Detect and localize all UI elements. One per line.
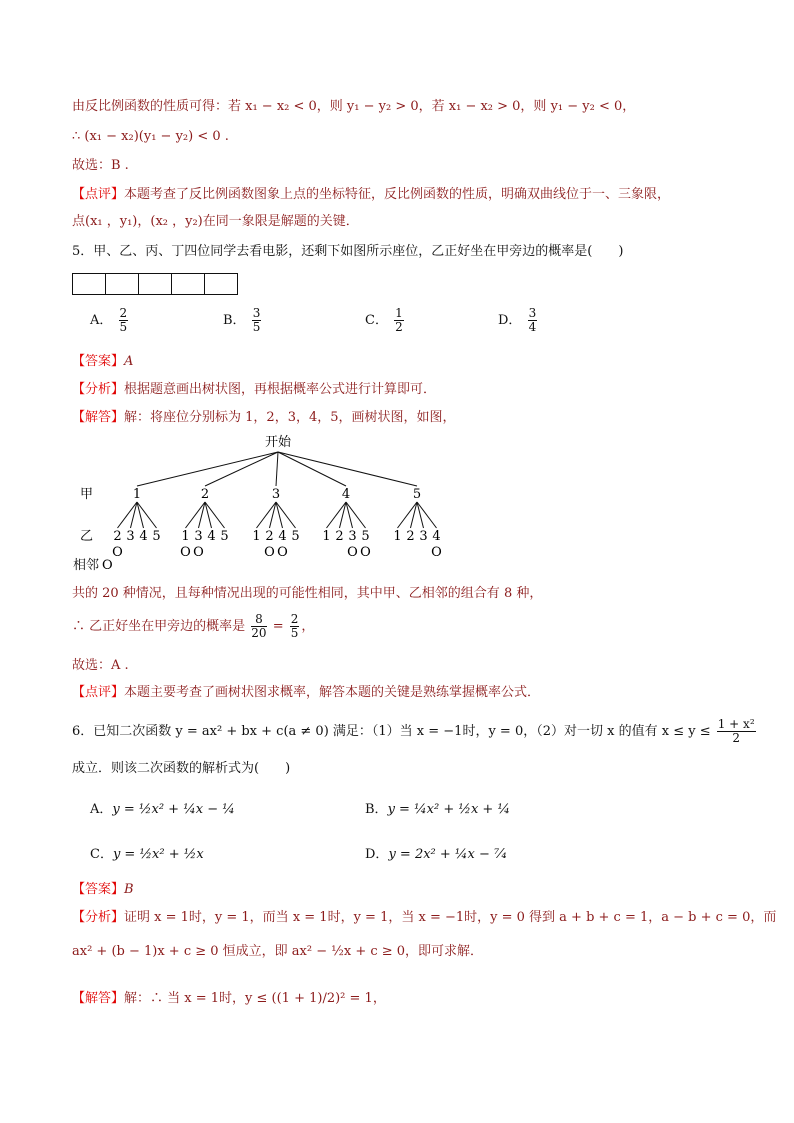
option-fraction: $\frac{1}{2}$ xyxy=(395,306,403,334)
tree-adjacent-marker: O xyxy=(431,545,442,560)
answer-tag: 【答案】 xyxy=(72,882,125,897)
solution-text: 解：将座位分别标为 1，2，3，4，5，画树状图，如图， xyxy=(124,410,456,425)
tree-node-first: 2 xyxy=(200,487,210,502)
tree-root: 开始 xyxy=(264,435,292,450)
tree-row-label-yi: 乙 xyxy=(80,529,94,544)
q5-choose: 故选：A . xyxy=(72,658,129,673)
option-fraction: $\frac{3}{4}$ xyxy=(528,306,537,334)
tree-node-second: 1 xyxy=(181,529,190,544)
seat xyxy=(138,273,172,295)
q5-solution xyxy=(72,409,456,427)
tree-diagram xyxy=(0,432,794,572)
tree-row-label-jia: 甲 xyxy=(80,487,94,502)
tree-node-first: 4 xyxy=(341,487,351,502)
solution-tag: 【解答】 xyxy=(72,410,125,425)
tree-adjacent-marker: O xyxy=(112,545,123,560)
q5-option-d[interactable] xyxy=(498,307,539,334)
q5-stem: 5．甲、乙、丙、丁四位同学去看电影，还剩下如图所示座位，乙正好坐在甲旁边的概率是( ) xyxy=(72,244,624,259)
tree-adjacent-mark: O xyxy=(102,558,113,572)
tree-node-second: 5 xyxy=(291,529,300,544)
tree-node-second: 1 xyxy=(393,529,402,544)
prob-equals: = xyxy=(272,619,284,634)
q6-stem-text: 6．已知二次函数 y = ax² + bx + c(a ≠ 0) 满足：（1）当 x = −1时，y = 0，（2）对一切 x 的值有 x ≤ y ≤ xyxy=(72,724,711,739)
tree-node-first: 3 xyxy=(271,487,281,502)
tree-node-second: 4 xyxy=(432,529,441,544)
option-label: B． xyxy=(223,313,246,328)
tree-node-second: 5 xyxy=(152,529,161,544)
answer-tag: 【答案】 xyxy=(72,354,125,369)
seat xyxy=(171,273,205,295)
tree-branch xyxy=(276,452,278,486)
q6-option-d[interactable]: D．y = 2x² + ¼x − ⁷⁄₄ xyxy=(365,847,507,862)
tree-node-second: 4 xyxy=(207,529,216,544)
analysis-tag: 【分析】 xyxy=(72,382,125,397)
tree-node-first: 5 xyxy=(412,487,422,502)
seat xyxy=(105,273,139,295)
option-fraction: $\frac{3}{5}$ xyxy=(252,306,261,334)
tree-adjacent-marker: O xyxy=(360,545,371,560)
comment-text: 本题主要考查了画树状图求概率，解答本题的关键是熟练掌握概率公式． xyxy=(124,685,541,700)
q5-comment xyxy=(72,684,540,702)
q6-answer xyxy=(72,881,134,899)
option-fraction: $\frac{2}{5}$ xyxy=(119,306,128,334)
tree-adjacent-marker: O xyxy=(264,545,275,560)
comment-tag: 【点评】 xyxy=(72,187,125,202)
seat xyxy=(72,273,106,295)
tree-adjacent-marker: O xyxy=(277,545,288,560)
prev-comment-2: 点(x₁ ，y₁)，(x₂ ，y₂)在同一象限是解题的关键． xyxy=(72,214,359,229)
option-label: C． xyxy=(365,313,388,328)
prev-line-1: 由反比例函数的性质可得：若 x₁ − x₂ < 0，则 y₁ − y₂ > 0，若 x₁ − x₂ > 0，则 y₁ − y₂ < 0， xyxy=(72,99,636,114)
tree-adjacent-marker: O xyxy=(180,545,191,560)
prob-fraction-1: $\frac{8}{20}$ xyxy=(251,612,267,640)
prob-prefix: ∴ 乙正好坐在甲旁边的概率是 xyxy=(72,619,246,634)
solution-text: 解：∴ 当 x = 1时，y ≤ ((1 + 1)/2)² = 1， xyxy=(124,991,386,1006)
answer-value: B xyxy=(124,882,134,897)
seat xyxy=(204,273,238,295)
q5-answer xyxy=(72,353,133,371)
tree-node-second: 2 xyxy=(265,529,274,544)
q5-option-a[interactable] xyxy=(90,307,130,334)
tree-node-second: 2 xyxy=(113,529,122,544)
analysis-tag: 【分析】 xyxy=(72,910,125,925)
tree-node-second: 1 xyxy=(252,529,261,544)
tree-branch xyxy=(205,452,278,486)
tree-node-second: 4 xyxy=(278,529,287,544)
comment-tag: 【点评】 xyxy=(72,685,125,700)
tree-node-second: 3 xyxy=(126,529,135,544)
tree-adjacent-marker: O xyxy=(193,545,204,560)
tree-branch xyxy=(278,452,346,486)
q6-solution xyxy=(72,990,386,1008)
option-label: A． xyxy=(90,313,113,328)
tree-node-second: 3 xyxy=(348,529,357,544)
tree-node-second: 2 xyxy=(335,529,344,544)
tree-node-second: 1 xyxy=(322,529,331,544)
prev-comment xyxy=(72,186,670,204)
tree-node-second: 4 xyxy=(139,529,148,544)
q6-stem-fraction: $\frac{\text{1 + x²}}{2}$ xyxy=(717,717,755,745)
tree-adjacent-marker: O xyxy=(347,545,358,560)
analysis-text: 根据题意画出树状图，再根据概率公式进行计算即可． xyxy=(124,382,437,397)
tree-node-first: 1 xyxy=(132,487,142,502)
q6-option-a[interactable]: A．y = ½x² + ¼x − ¼ xyxy=(90,802,235,817)
q6-analysis-2: ax² + (b − 1)x + c ≥ 0 恒成立，即 ax² − ½x + c ≥ 0，即可求解． xyxy=(72,944,484,959)
option-label: D． xyxy=(498,313,522,328)
seat-row xyxy=(73,273,238,295)
q6-stem xyxy=(72,716,758,748)
q6-option-c[interactable]: C．y = ½x² + ½x xyxy=(90,847,204,862)
tree-node-second: 3 xyxy=(419,529,428,544)
tree-branch xyxy=(137,452,278,486)
tree-row-label-adjacent: 相邻 xyxy=(73,558,100,572)
q5-analysis xyxy=(72,381,436,399)
tree-node-second: 5 xyxy=(220,529,229,544)
q5-total: 共的 20 种情况，且每种情况出现的可能性相同，其中甲、乙相邻的组合有 8 种， xyxy=(72,586,543,601)
q5-option-c[interactable] xyxy=(365,307,406,334)
q6-stem-2: 成立．则该二次函数的解析式为( ) xyxy=(72,761,291,776)
comment-text-1: 本题考查了反比例函数图象上点的坐标特征，反比例函数的性质，明确双曲线位于一、三象限， xyxy=(124,187,671,202)
prob-fraction-2: $\frac{2}{5}$ xyxy=(290,612,299,640)
prev-choose: 故选：B . xyxy=(72,158,129,173)
answer-value: A xyxy=(124,354,134,369)
tree-node-second: 3 xyxy=(194,529,203,544)
q6-option-b[interactable]: B．y = ¼x² + ½x + ¼ xyxy=(365,802,511,817)
q5-probability: ∴ 乙正好坐在甲旁边的概率是 $\frac{8}{20}$ = $\frac{2}{5}$ ， xyxy=(72,612,315,640)
solution-tag: 【解答】 xyxy=(72,991,125,1006)
analysis-text-1: 证明 x = 1时，y = 1，而当 x = 1时，y = 1，当 x = −1时，y = 0 得到 a + b + c = 1，a − b + c = 0，而 xyxy=(124,910,777,925)
tree-branch xyxy=(278,452,417,486)
q5-option-b[interactable] xyxy=(223,307,263,334)
tree-node-second: 2 xyxy=(406,529,415,544)
prev-line-2: ∴ (x₁ − x₂)(y₁ − y₂) < 0 . xyxy=(72,129,229,144)
tree-node-second: 5 xyxy=(361,529,370,544)
q6-analysis xyxy=(72,909,776,927)
